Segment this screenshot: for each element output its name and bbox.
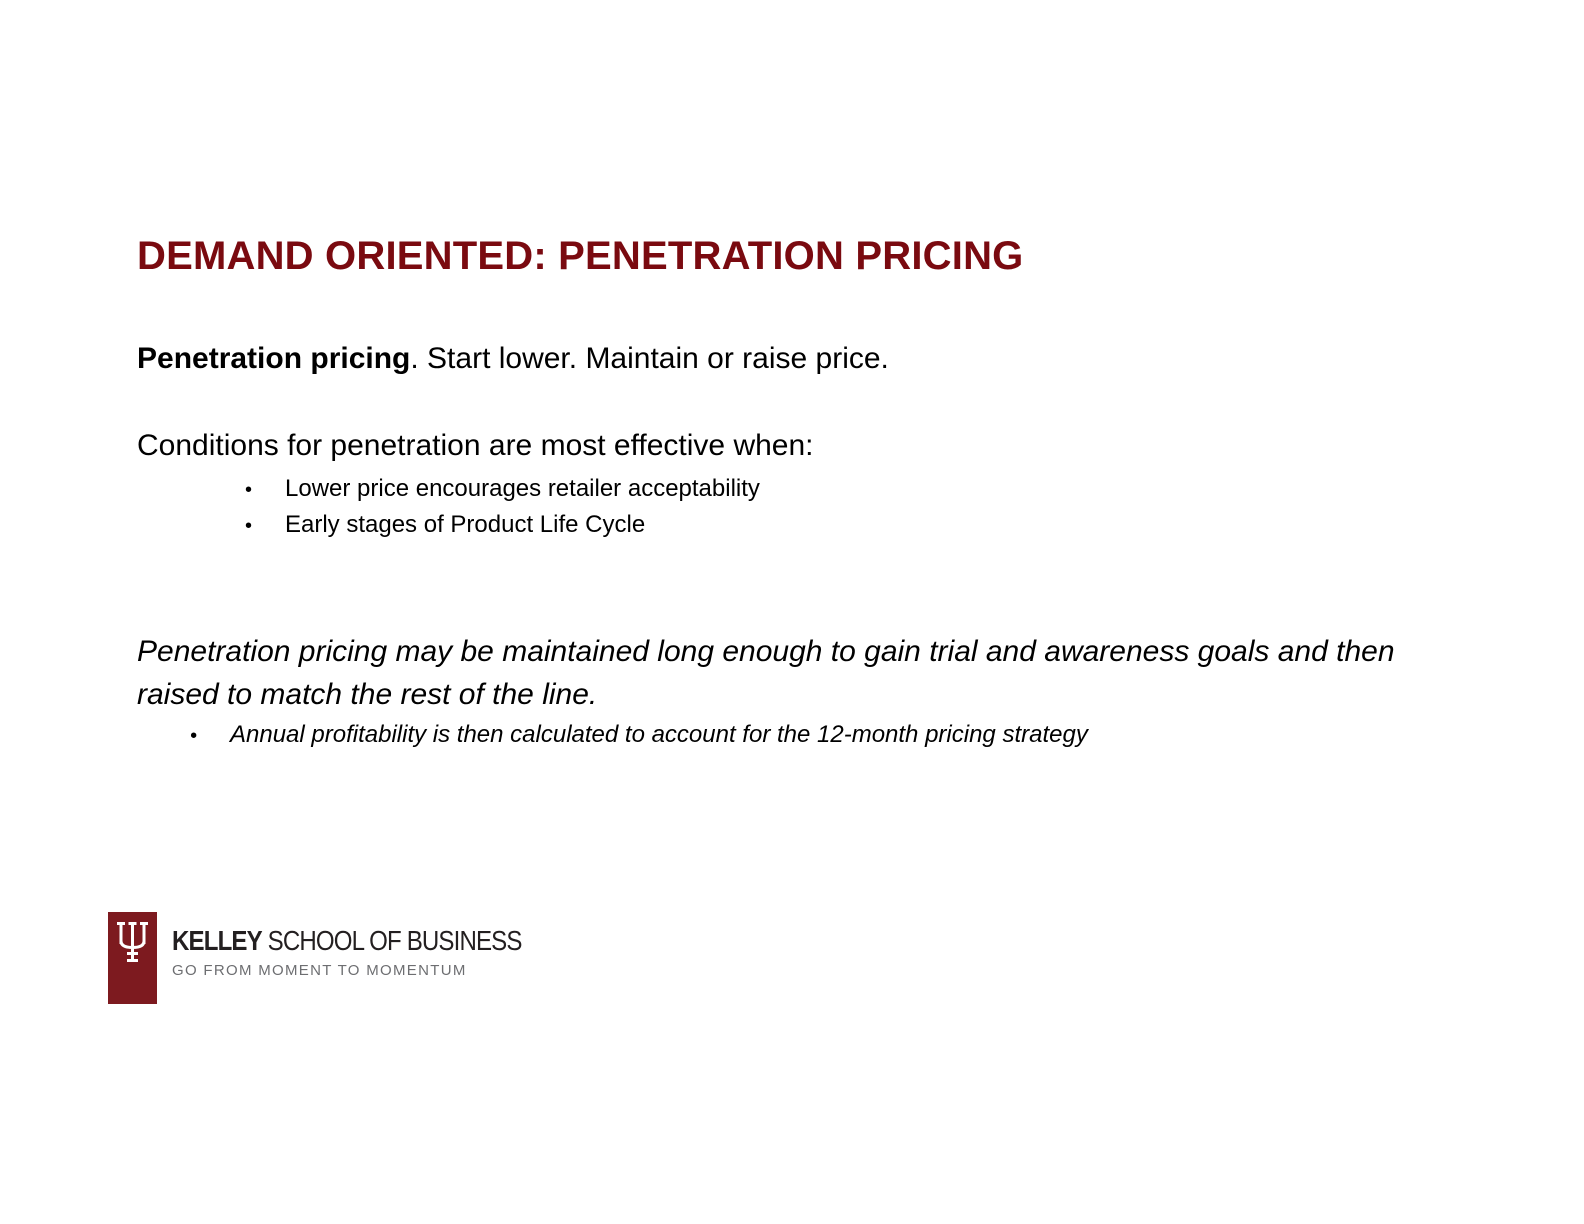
logo-name — [172, 925, 522, 957]
list-item — [245, 507, 760, 543]
logo-name-rest: SCHOOL OF BUSINESS — [261, 925, 522, 956]
bullet-icon: • — [190, 725, 198, 747]
conditions-list — [245, 471, 760, 543]
note-bullet-text: Annual profitability is then calculated to account for the 12-month pricing strategy — [230, 721, 1088, 748]
slide-title: DEMAND ORIENTED: PENETRATION PRICING — [137, 234, 1024, 278]
trident-shape — [117, 922, 148, 962]
note-paragraph: Penetration pricing may be maintained long enough to gain trial and awareness goals and then raised to match the rest of the line. — [137, 635, 1395, 711]
condition-text: Early stages of Product Life Cycle — [285, 511, 646, 538]
intro-rest: . Start lower. Maintain or raise price. — [410, 342, 889, 375]
logo-tagline: GO FROM MOMENT TO MOMENTUM — [172, 962, 467, 979]
condition-text: Lower price encourages retailer acceptability — [285, 475, 760, 502]
iu-trident-icon — [108, 912, 157, 1004]
bullet-icon: • — [245, 479, 253, 501]
list-item — [190, 717, 1088, 753]
conditions-heading: Conditions for penetration are most effective when: — [137, 429, 814, 462]
logo-name-bold: KELLEY — [172, 925, 262, 956]
list-item — [245, 471, 760, 507]
intro-line — [137, 342, 889, 376]
kelley-logo — [108, 912, 522, 1004]
bullet-icon: • — [245, 515, 253, 537]
intro-term: Penetration pricing — [137, 342, 411, 375]
note-bullet-list — [190, 717, 1088, 753]
